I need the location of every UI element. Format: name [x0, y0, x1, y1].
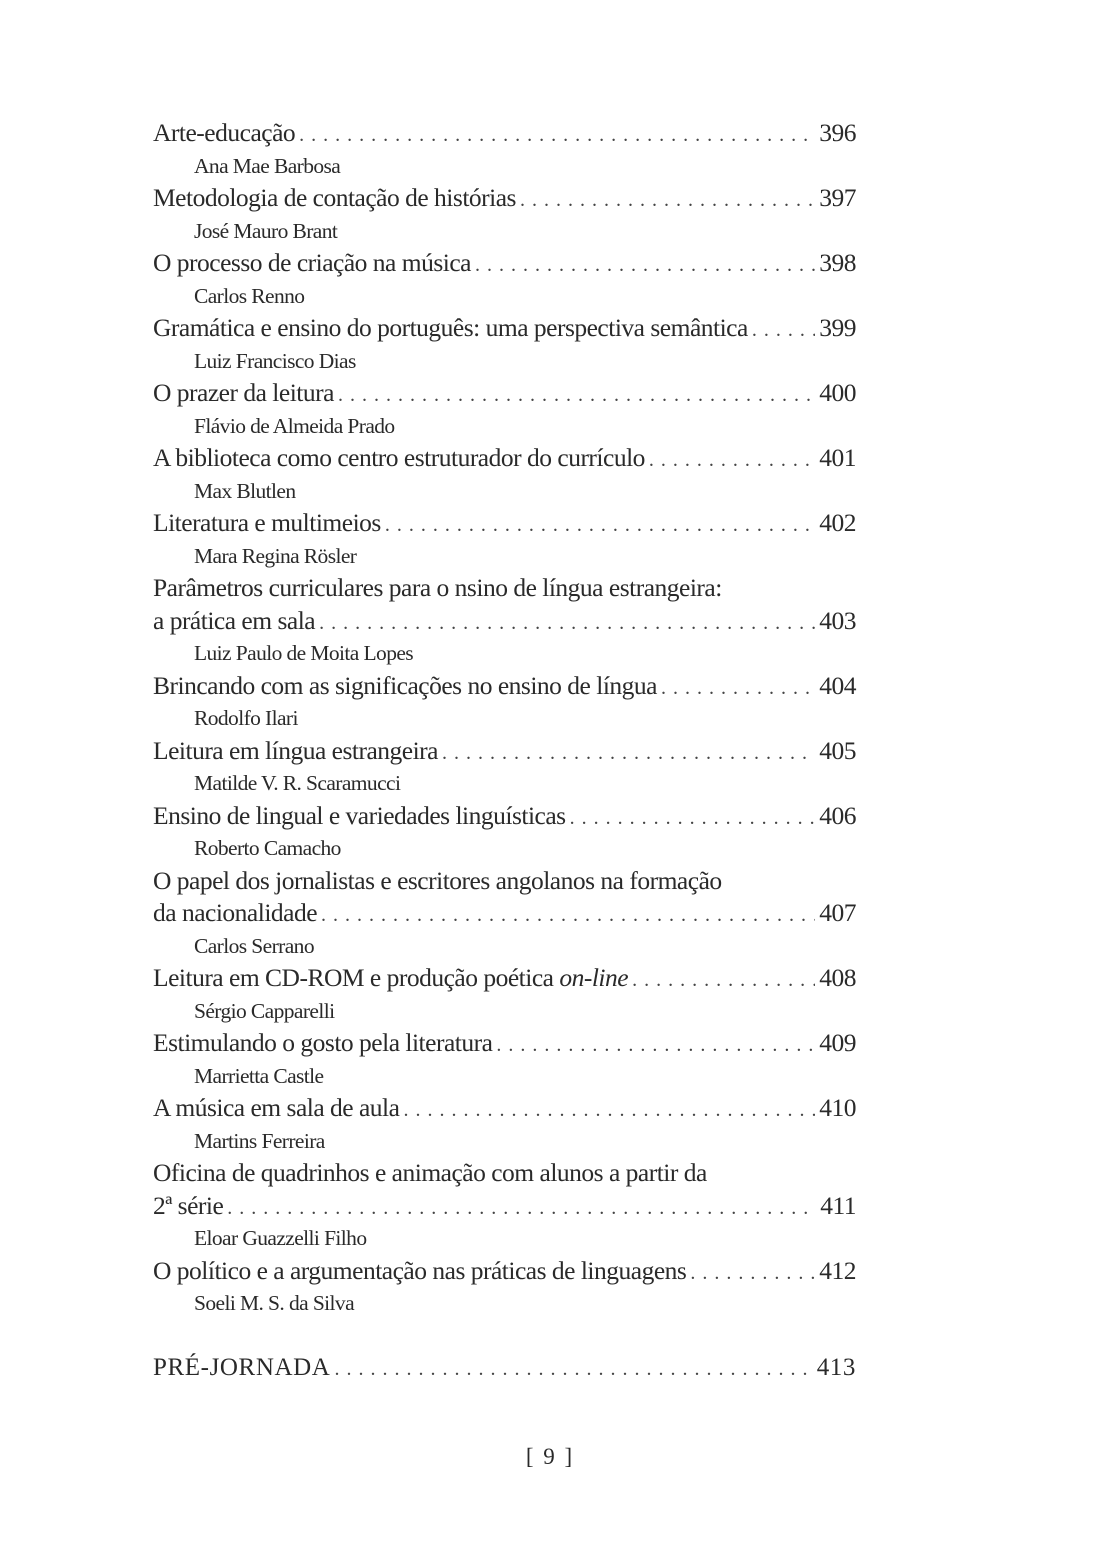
toc-entry: [153, 247, 856, 312]
entry-title: Oficina de quadrinhos e animação com alunos a partir da: [153, 1158, 707, 1187]
dot-leader: [299, 119, 815, 152]
toc-line: [153, 897, 856, 930]
toc-line: [153, 735, 856, 768]
entry-page-number: 401: [819, 443, 856, 472]
toc-line: [153, 1190, 856, 1223]
toc-line: [153, 442, 856, 475]
entry-page-number: 407: [819, 898, 856, 927]
entry-title-italic: on-line: [559, 963, 629, 992]
toc-line: [153, 507, 856, 540]
dot-leader: [649, 444, 815, 477]
toc-line: [153, 377, 856, 410]
entry-title: a prática em sala: [153, 605, 316, 635]
toc-line: [153, 572, 856, 605]
toc-entry: [153, 1092, 856, 1157]
entry-title: O processo de criação na música: [153, 248, 471, 277]
toc-line: [153, 1255, 856, 1288]
entry-title: A biblioteca como centro estruturador do currículo: [153, 443, 645, 472]
toc-line: [153, 247, 856, 280]
toc-entry: [153, 442, 856, 507]
toc-line: [153, 865, 856, 898]
toc-entry: [153, 507, 856, 572]
toc-entry: [153, 312, 856, 377]
entry-title: PRÉ-JORNADA: [153, 1353, 331, 1381]
toc-line: [153, 962, 856, 995]
dot-leader: [661, 672, 815, 705]
dot-leader: [520, 184, 815, 217]
entry-title: Metodologia de contação de histórias: [153, 183, 516, 212]
dot-leader: [403, 1094, 815, 1127]
entry-author: Martins Ferreira: [194, 1128, 325, 1153]
toc-entry: [153, 1255, 856, 1320]
toc-line: [153, 1092, 856, 1125]
dot-leader: [321, 899, 815, 932]
entry-page-number: 404: [819, 670, 856, 700]
entry-page-number: 396: [819, 118, 856, 147]
entry-title: 2ª série: [153, 1190, 224, 1220]
dot-leader: [338, 379, 815, 412]
entry-author: Max Blutlen: [194, 478, 296, 503]
entry-title: Estimulando o gosto pela literatura: [153, 1028, 493, 1057]
entry-page-number: 408: [819, 963, 856, 992]
page-number: [ 9 ]: [525, 1444, 575, 1469]
dot-leader: [570, 802, 816, 835]
toc-entry: [153, 182, 856, 247]
entry-page-number: 398: [819, 248, 856, 277]
entry-title: O papel dos jornalistas e escritores angolanos na formação: [153, 865, 722, 895]
toc-line: [153, 182, 856, 215]
entry-page-number: 409: [819, 1028, 856, 1057]
toc-line: [153, 1157, 856, 1190]
entry-title: da nacionalidade: [153, 898, 318, 927]
dot-leader: [227, 1192, 816, 1225]
entry-title: Ensino de lingual e variedades linguísticas: [153, 800, 566, 830]
dot-leader: [385, 509, 815, 542]
entry-author: Roberto Camacho: [194, 836, 341, 860]
toc-line: [153, 117, 856, 150]
dot-leader: [496, 1029, 815, 1062]
entry-title: A música em sala de aula: [153, 1093, 400, 1122]
entry-page-number: 406: [819, 800, 856, 830]
dot-leader: [690, 1257, 815, 1290]
toc-line: [153, 1352, 856, 1385]
entry-author: Rodolfo Ilari: [194, 706, 298, 730]
dot-leader: [334, 1353, 812, 1386]
toc-entry: [153, 117, 856, 182]
entry-title: Parâmetros curriculares para o nsino de língua estrangeira:: [153, 573, 722, 602]
entry-page-number: 413: [816, 1353, 856, 1381]
entry-title: Gramática e ensino do português: uma perspectiva semântica: [153, 313, 748, 342]
entry-author: Eloar Guazzelli Filho: [194, 1226, 367, 1250]
entry-page-number: 403: [819, 605, 856, 635]
dot-leader: [442, 737, 815, 770]
entry-page-number: 412: [819, 1255, 856, 1285]
toc-line: [153, 1027, 856, 1060]
entry-author: Carlos Renno: [194, 283, 305, 308]
section-entry: [153, 1352, 856, 1385]
entry-author: Flávio de Almeida Prado: [194, 413, 395, 438]
entry-author: Mara Regina Rösler: [194, 543, 357, 568]
entry-title: O político e a argumentação nas práticas de linguagens: [153, 1255, 687, 1285]
toc-entry: [153, 1157, 856, 1255]
entry-title: Leitura em CD-ROM e produção poética on-line: [153, 963, 629, 992]
toc-line: [153, 800, 856, 833]
entry-page-number: 405: [819, 735, 856, 765]
toc-entry: [153, 670, 856, 735]
entry-page-number: 410: [819, 1093, 856, 1122]
entry-title: Literatura e multimeios: [153, 508, 381, 537]
entry-author: Carlos Serrano: [194, 933, 314, 958]
entry-title: Arte-educação: [153, 118, 296, 147]
toc-line: [153, 670, 856, 703]
toc-line: [153, 605, 856, 638]
toc-entry: [153, 800, 856, 865]
toc-line: [153, 312, 856, 345]
entry-author: Sérgio Capparelli: [194, 998, 335, 1023]
toc-entry: [153, 735, 856, 800]
toc-entry: [153, 377, 856, 442]
toc-entry: [153, 1027, 856, 1092]
entry-title: O prazer da leitura: [153, 378, 334, 407]
entry-author: Marrietta Castle: [194, 1063, 324, 1088]
entry-author: José Mauro Brant: [194, 218, 338, 243]
toc-entry: [153, 865, 856, 963]
entry-author: Luiz Paulo de Moita Lopes: [194, 641, 414, 665]
entry-title: Leitura em língua estrangeira: [153, 735, 438, 765]
dot-leader: [632, 964, 815, 997]
entry-author: Ana Mae Barbosa: [194, 153, 341, 178]
entry-page-number: 411: [820, 1190, 856, 1220]
entry-author: Luiz Francisco Dias: [194, 348, 356, 373]
dot-leader: [475, 249, 815, 282]
dot-leader: [319, 607, 815, 640]
dot-leader: [752, 314, 815, 347]
entry-page-number: 400: [819, 378, 856, 407]
entry-page-number: 402: [819, 508, 856, 537]
entry-author: Soeli M. S. da Silva: [194, 1291, 355, 1315]
toc-entry: [153, 572, 856, 670]
entry-title: Brincando com as significações no ensino de língua: [153, 670, 657, 700]
table-of-contents: [153, 117, 856, 1384]
entry-page-number: 397: [819, 183, 856, 212]
entry-page-number: 399: [819, 313, 856, 342]
section-spacer: [153, 1320, 856, 1352]
entry-author: Matilde V. R. Scaramucci: [194, 771, 401, 795]
toc-entry: [153, 962, 856, 1027]
